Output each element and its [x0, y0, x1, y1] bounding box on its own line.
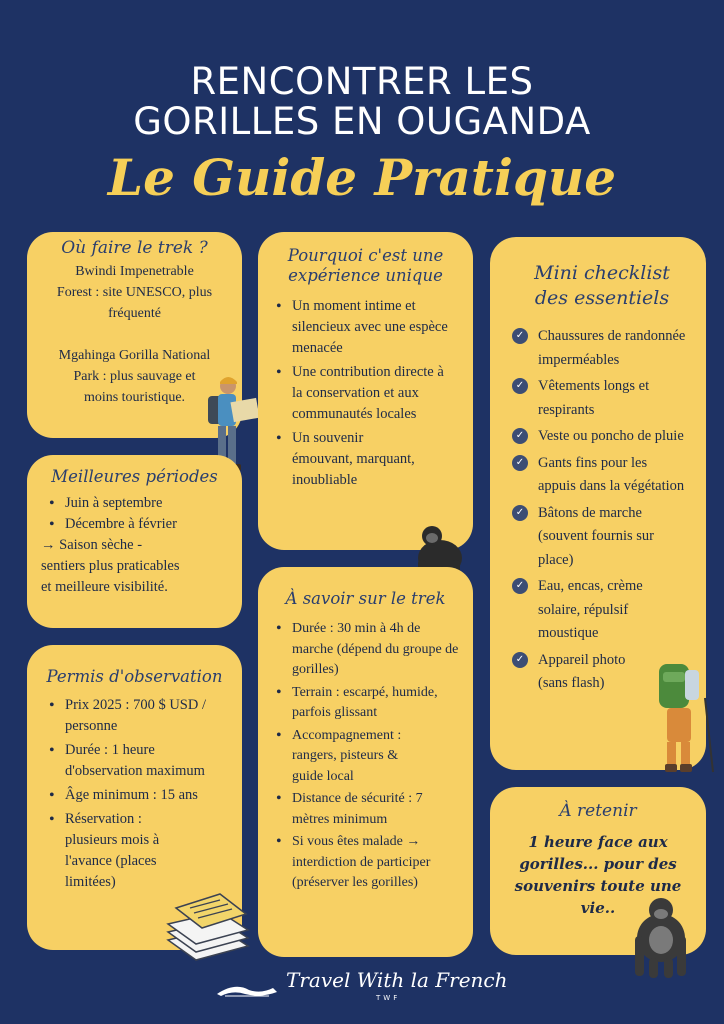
permit-title: Permis d'observation: [46, 667, 223, 686]
key-takeaway-line: souvenirs toute une: [514, 877, 682, 895]
why-unique-card: [258, 232, 473, 550]
brand-initials: TWF: [376, 994, 401, 1002]
best-periods-item: • Juin à septembre: [41, 493, 234, 514]
trek-location-line: Mgahinga Gorilla National: [58, 348, 211, 363]
trek-info-item: • Terrain : escarpé, humide, parfois glissant: [268, 683, 463, 724]
check-circle-icon: ✓: [512, 505, 528, 521]
check-circle-icon: ✓: [512, 652, 528, 668]
trek-location-line: fréquenté: [108, 306, 161, 321]
key-takeaway-line: gorilles... pour des: [519, 855, 677, 873]
key-takeaway-line: vie..: [580, 899, 616, 917]
checklist-item: ✓ Gants fins pour les appuis dans la végétation: [510, 452, 686, 499]
best-periods-note: sentiers plus praticables: [41, 558, 180, 574]
key-takeaway-title: À retenir: [559, 801, 637, 821]
brand-logo: [215, 978, 279, 998]
permit-item: • Réservation : plusieurs mois à l'avance (places limitées): [41, 809, 220, 893]
why-unique-item: • Un souvenir émouvant, marquant, inoubliable: [268, 428, 457, 491]
trek-location-line: Bwindi Impenetrable: [75, 264, 194, 279]
brand-name: Travel With la French: [286, 968, 508, 992]
best-periods-item: • Décembre à février: [41, 514, 234, 535]
checklist-item: ✓ Bâtons de marche (souvent fournis sur place): [510, 502, 686, 573]
checklist-title-line2: des essentiels: [534, 287, 670, 309]
trek-location-title: Où faire le trek ?: [61, 238, 208, 258]
best-periods-note: et meilleure visibilité.: [41, 579, 168, 595]
check-circle-icon: ✓: [512, 378, 528, 394]
page-title-line1: RENCONTRER LES: [190, 60, 534, 103]
checklist-item: ✓ Chaussures de randonnée imperméables: [510, 325, 686, 372]
best-periods-note: → Saison sèche -: [41, 537, 143, 553]
trek-info-card: [258, 567, 473, 957]
page-title-line2: GORILLES EN OUGANDA: [133, 100, 591, 143]
backpacker-illustration: [655, 658, 717, 776]
check-circle-icon: ✓: [512, 428, 528, 444]
trek-location-line: Forest : site UNESCO, plus: [56, 285, 213, 300]
trek-info-item: • Durée : 30 min à 4h de marche (dépend du groupe de gorilles): [268, 619, 463, 681]
trek-location-line: moins touristique.: [83, 390, 186, 405]
checklist-item: ✓ Veste ou poncho de pluie: [510, 425, 686, 449]
checklist-item: ✓ Eau, encas, crème solaire, répulsif moustique: [510, 575, 686, 646]
trek-info-item: • Accompagnement : rangers, pisteurs & guide local: [268, 726, 463, 788]
why-unique-item: • Une contribution directe à la conservation et aux communautés locales: [268, 362, 457, 425]
page-subtitle: Le Guide Pratique: [107, 148, 617, 207]
gorilla-illustration: [625, 892, 695, 982]
permit-item: • Prix 2025 : 700 $ USD / personne: [41, 695, 220, 737]
documents-illustration: [162, 888, 254, 968]
why-unique-title-line2: expérience unique: [288, 266, 443, 285]
trek-location-line: Park : plus sauvage et: [73, 369, 196, 384]
why-unique-title-line1: Pourquoi c'est une: [287, 246, 444, 265]
key-takeaway-line: 1 heure face aux: [528, 833, 668, 851]
trek-info-item: • Si vous êtes malade → interdiction de participer (préserver les gorilles): [268, 832, 463, 894]
best-periods-card: [27, 455, 242, 628]
checklist-item: ✓ Vêtements longs et respirants: [510, 375, 686, 422]
checklist-item: ✓ Appareil photo (sans flash): [510, 649, 686, 696]
check-circle-icon: ✓: [512, 578, 528, 594]
trek-info-title: À savoir sur le trek: [285, 589, 446, 608]
check-circle-icon: ✓: [512, 328, 528, 344]
best-periods-title: Meilleures périodes: [51, 467, 218, 486]
checklist-title-line1: Mini checklist: [534, 262, 670, 284]
why-unique-item: • Un moment intime et silencieux avec une espèce menacée: [268, 296, 457, 359]
permit-item: • Durée : 1 heure d'observation maximum: [41, 740, 220, 782]
permit-item: • Âge minimum : 15 ans: [41, 785, 220, 806]
trek-info-item: • Distance de sécurité : 7 mètres minimum: [268, 789, 463, 830]
check-circle-icon: ✓: [512, 455, 528, 471]
